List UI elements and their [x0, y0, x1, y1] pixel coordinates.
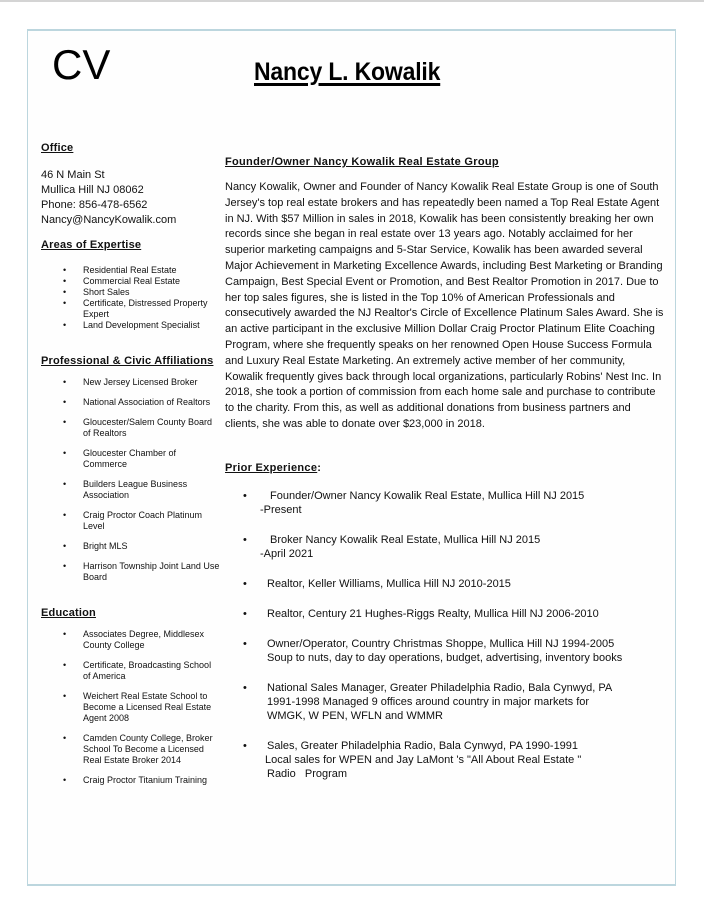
bullet-icon: •: [243, 489, 247, 502]
list-item-text: National Association of Realtors: [83, 397, 211, 407]
experience-item: [225, 681, 665, 723]
list-item-text: Residential Real Estate: [83, 265, 177, 275]
bullet-icon: •: [63, 417, 67, 427]
list-item: [41, 561, 221, 583]
bio-heading: Founder/Owner Nancy Kowalik Real Estate Group: [225, 156, 499, 168]
list-item: [41, 377, 221, 388]
experience-list: [225, 489, 665, 781]
bullet-icon: •: [243, 637, 247, 650]
list-item-text: New Jersey Licensed Broker: [83, 377, 198, 387]
list-item-text: Harrison Township Joint Land Use Board: [83, 561, 220, 582]
experience-line: Broker Nancy Kowalik Real Estate, Mullica Hill NJ 2015: [267, 533, 541, 546]
list-item-text: Short Sales: [83, 287, 130, 297]
experience-item: [225, 739, 665, 781]
office-heading: Office: [41, 142, 74, 154]
experience-line: Owner/Operator, Country Christmas Shoppe, Mullica Hill NJ 1994-2005: [267, 637, 615, 650]
experience-line: Realtor, Keller Williams, Mullica Hill NJ 2010-2015: [267, 577, 511, 590]
list-item-text: Associates Degree, Middlesex County College: [83, 629, 205, 650]
bullet-icon: •: [63, 510, 67, 520]
bullet-icon: •: [63, 629, 67, 639]
list-item-text: Builders League Business Association: [83, 479, 188, 500]
list-item: [41, 510, 221, 532]
address-line2: Mullica Hill NJ 08062: [41, 184, 144, 196]
list-item-text: Weichert Real Estate School to Become a Licensed Real Estate Agent 2008: [83, 691, 212, 723]
experience-line: Local sales for WPEN and Jay LaMont 's "All About Real Estate ": [265, 753, 582, 766]
office-contact: [41, 168, 221, 228]
list-item-text: Craig Proctor Titanium Training: [83, 775, 208, 785]
list-item: [41, 276, 221, 287]
list-item: [41, 265, 221, 276]
affiliations-list: [41, 377, 221, 583]
experience-line: -Present: [260, 503, 302, 516]
bullet-icon: •: [63, 265, 67, 275]
expertise-list: [41, 265, 221, 331]
education-list: [41, 629, 221, 786]
list-item: [41, 448, 221, 470]
affiliations-section: [41, 354, 221, 583]
list-item: [41, 417, 221, 439]
experience-line: National Sales Manager, Greater Philadelphia Radio, Bala Cynwyd, PA 1991-1998 Managed 9 offices around country in major markets for WMGK, W PEN, WFLN and WMMR: [267, 681, 612, 722]
bullet-icon: •: [63, 541, 67, 551]
sidebar: [41, 141, 221, 795]
page-title: Nancy L. Kowalik: [254, 58, 441, 86]
experience-line: -April 2021: [260, 547, 314, 560]
list-item: [41, 397, 221, 408]
education-section: [41, 606, 221, 786]
list-item: [41, 298, 221, 320]
list-item-text: Commercial Real Estate: [83, 276, 181, 286]
experience-item: [225, 489, 665, 517]
education-heading: Education: [41, 607, 96, 619]
bullet-icon: •: [63, 775, 67, 785]
bullet-icon: •: [243, 577, 247, 590]
experience-item: [225, 577, 665, 591]
bullet-icon: •: [63, 660, 67, 670]
bullet-icon: •: [63, 691, 67, 701]
experience-line: Radio Program: [267, 767, 348, 780]
bullet-icon: •: [243, 607, 247, 620]
bullet-icon: •: [63, 448, 67, 458]
bullet-icon: •: [63, 320, 67, 330]
bio-section: [225, 155, 665, 433]
expertise-heading: Areas of Expertise: [41, 239, 142, 251]
experience-item: [225, 533, 665, 561]
top-edge-line: [0, 0, 704, 2]
office-section: [41, 141, 221, 228]
bullet-icon: •: [63, 397, 67, 407]
bullet-icon: •: [63, 479, 67, 489]
list-item: [41, 691, 221, 724]
experience-line: Realtor, Century 21 Hughes-Riggs Realty, Mullica Hill NJ 2006-2010: [267, 607, 599, 620]
list-item-text: Bright MLS: [83, 541, 128, 551]
list-item: [41, 541, 221, 552]
phone: Phone: 856-478-6562: [41, 199, 148, 211]
main-content: [225, 155, 665, 797]
list-item-text: Certificate, Broadcasting School of America: [83, 660, 212, 681]
bullet-icon: •: [63, 298, 67, 308]
bullet-icon: •: [63, 276, 67, 286]
bullet-icon: •: [63, 733, 67, 743]
affiliations-heading: Professional & Civic Affiliations: [41, 355, 214, 367]
list-item-text: Certificate, Distressed Property Expert: [83, 298, 208, 319]
cv-label: CV: [52, 41, 111, 88]
bullet-icon: •: [63, 377, 67, 387]
expertise-section: [41, 238, 221, 331]
list-item-text: Camden County College, Broker School To Become a Licensed Real Estate Broker 2014: [83, 733, 213, 765]
bullet-icon: •: [243, 739, 247, 752]
list-item-text: Gloucester/Salem County Board of Realtors: [83, 417, 213, 438]
bullet-icon: •: [63, 561, 67, 571]
experience-item: [225, 607, 665, 621]
experience-line: Founder/Owner Nancy Kowalik Real Estate, Mullica Hill NJ 2015: [267, 489, 585, 502]
list-item: [41, 660, 221, 682]
list-item: [41, 320, 221, 331]
bullet-icon: •: [243, 681, 247, 694]
list-item: [41, 287, 221, 298]
bio-paragraph: Nancy Kowalik, Owner and Founder of Nancy Kowalik Real Estate Group is one of South Jersey's top real estate brokers and has repeatedly been named a Top Real Estate Agent in NJ. With $57 Million in sales in 2018, Kowalik has been consistently breaking her own records since she began in real estate over 13 years ago. Notably acclaimed for her superior marketing campaigns and 5-Star Service, Kowalik has been awarded several Major Achievement in Marketing Excellence Awards, including Best Marketing or Branding Campaign, Best Special Event or Promotion, and Best Realtor Promotion in 2017. Due to her top sales figures, she is listed in the Top 10% of American Professionals and consecutively awarded the NJ Realtor's Circle of Excellence Platinum Sales Award. She is an active participant in the exclusive Million Dollar Craig Proctor Platinum Elite Coaching Program, where she frequently speaks on her renowned Open House Success Formula and Luxury Real Estate Marketing. An extremely active member of her community, Kowalik frequently gives back through local organizations, particularly Robins' Nest Inc. In 2018, she took a portion of commission from each home sale and purchase to contribute to the charity. From this, as well as additional donations from business partners and clients, she was able to donate over $23,000 in 2018.: [225, 181, 664, 430]
list-item: [41, 629, 221, 651]
email: Nancy@NancyKowalik.com: [41, 214, 177, 226]
experience-heading: [225, 461, 665, 475]
list-item: [41, 479, 221, 501]
experience-line: Sales, Greater Philadelphia Radio, Bala Cynwyd, PA 1990-1991: [267, 739, 579, 752]
experience-item: [225, 637, 665, 665]
experience-heading-colon: :: [317, 461, 322, 474]
list-item: [41, 775, 221, 786]
experience-heading-text: Prior Experience: [225, 461, 318, 474]
bullet-icon: •: [63, 287, 67, 297]
list-item-text: Land Development Specialist: [83, 320, 200, 330]
bullet-icon: •: [243, 533, 247, 546]
list-item-text: Craig Proctor Coach Platinum Level: [83, 510, 203, 531]
experience-section: [225, 461, 665, 781]
list-item: [41, 733, 221, 766]
list-item-text: Gloucester Chamber of Commerce: [83, 448, 177, 469]
address-line1: 46 N Main St: [41, 169, 105, 181]
experience-line: Soup to nuts, day to day operations, budget, advertising, inventory books: [267, 651, 623, 664]
